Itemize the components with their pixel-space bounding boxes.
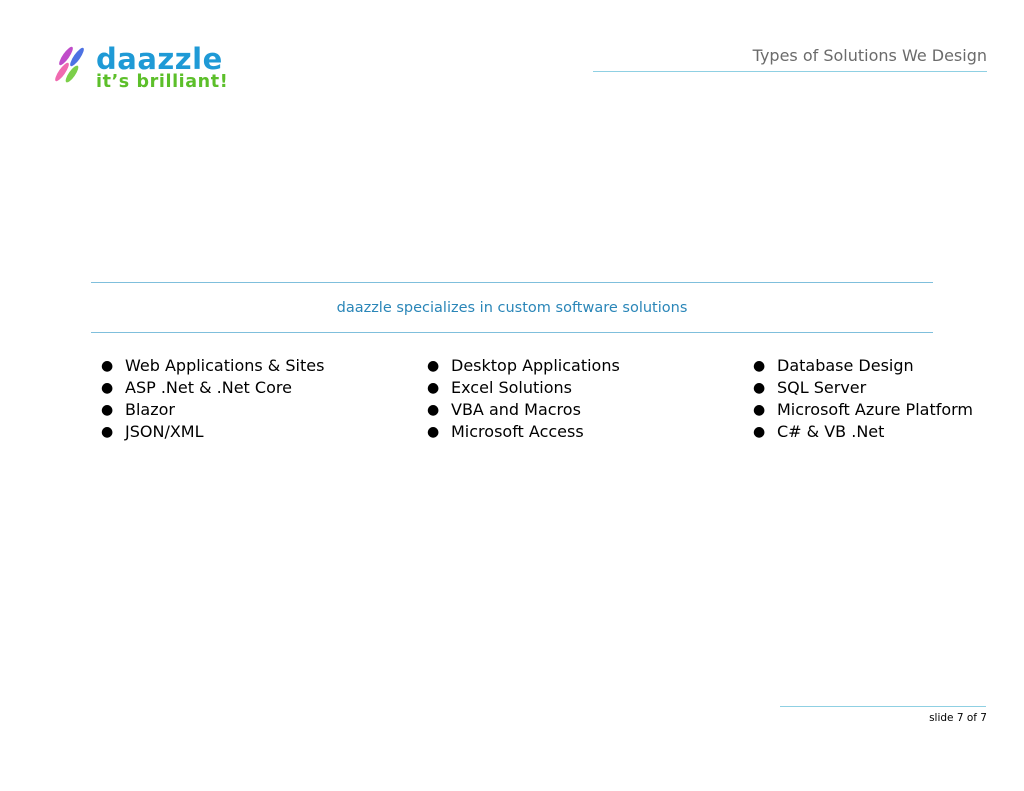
page-title: Types of Solutions We Design <box>752 46 987 65</box>
list-item <box>753 377 973 399</box>
bullet-icon: ● <box>101 380 114 396</box>
list-item-label: C# & VB .Net <box>777 422 885 441</box>
bullet-icon: ● <box>753 402 766 418</box>
bullet-icon: ● <box>427 402 440 418</box>
list-item-label: Database Design <box>777 356 914 375</box>
list-item <box>427 377 620 399</box>
bullet-icon: ● <box>753 380 766 396</box>
band-divider-bottom <box>91 332 933 333</box>
header-divider <box>593 71 987 72</box>
list-item-label: SQL Server <box>777 378 867 397</box>
list-item-label: Blazor <box>125 400 175 419</box>
band-tagline: daazzle specializes in custom software solutions <box>336 300 688 316</box>
bullet-icon: ● <box>753 358 766 374</box>
solutions-column-1 <box>101 355 324 443</box>
footer-divider <box>780 706 986 707</box>
daazzle-logo <box>52 42 282 92</box>
bullet-icon: ● <box>753 424 766 440</box>
list-item-label: ASP .Net & .Net Core <box>125 378 292 397</box>
solutions-column-3 <box>753 355 973 443</box>
list-item <box>101 421 324 443</box>
solutions-column-2 <box>427 355 620 443</box>
band-divider-top <box>91 282 933 283</box>
bullet-icon: ● <box>101 424 114 440</box>
list-item <box>101 377 324 399</box>
bullet-icon: ● <box>427 424 440 440</box>
list-item-label: Web Applications & Sites <box>125 356 325 375</box>
slide-counter: slide 7 of 7 <box>929 712 987 724</box>
brush-strokes-icon <box>52 46 92 86</box>
bullet-icon: ● <box>101 402 114 418</box>
list-item <box>753 355 973 377</box>
bullet-icon: ● <box>101 358 114 374</box>
bullet-icon: ● <box>427 380 440 396</box>
bullet-icon: ● <box>427 358 440 374</box>
logo-wordmark: daazzle <box>96 42 223 76</box>
list-item <box>427 355 620 377</box>
list-item-label: VBA and Macros <box>451 400 581 419</box>
list-item-label: Desktop Applications <box>451 356 620 375</box>
logo-tagline: it’s brilliant! <box>96 72 229 92</box>
list-item <box>753 421 973 443</box>
list-item <box>753 399 973 421</box>
list-item-label: Excel Solutions <box>451 378 572 397</box>
list-item <box>427 421 620 443</box>
list-item <box>101 399 324 421</box>
list-item-label: Microsoft Azure Platform <box>777 400 974 419</box>
list-item-label: JSON/XML <box>125 422 204 441</box>
list-item <box>427 399 620 421</box>
list-item <box>101 355 324 377</box>
list-item-label: Microsoft Access <box>451 422 584 441</box>
